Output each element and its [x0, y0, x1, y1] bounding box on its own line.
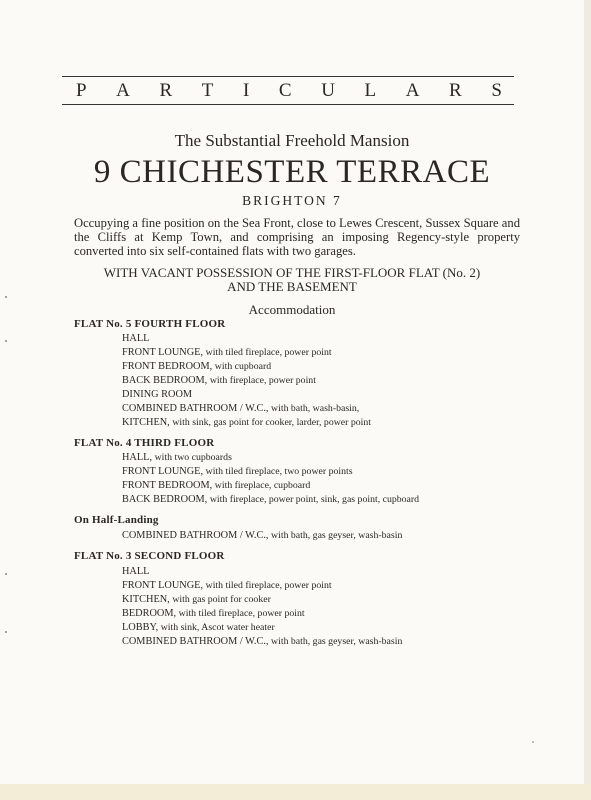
paper-speck	[532, 741, 534, 743]
room-name: BACK BEDROOM,	[122, 375, 208, 386]
room-detail: with gas point for cooker	[172, 594, 271, 605]
list-item	[122, 530, 402, 541]
room-detail: with tiled fireplace, power point	[178, 608, 305, 619]
list-item	[122, 389, 192, 400]
banner-letter: L	[364, 80, 377, 101]
room-detail: with sink, Ascot water heater	[160, 622, 275, 633]
list-item	[122, 622, 275, 633]
list-item	[122, 608, 305, 619]
list-item	[122, 417, 371, 428]
room-detail: with tiled fireplace, power point	[205, 347, 332, 358]
room-detail: with two cupboards	[154, 452, 232, 463]
room-detail: with fireplace, power point	[209, 375, 316, 386]
banner-letter: A	[405, 80, 420, 101]
list-item	[122, 466, 353, 477]
list-item	[122, 347, 332, 358]
possession-line: AND THE BASEMENT	[227, 279, 357, 294]
room-name: BACK BEDROOM,	[122, 494, 208, 505]
room-name: FRONT LOUNGE,	[122, 466, 204, 477]
banner-letter: P	[76, 80, 87, 101]
room-name: FRONT LOUNGE,	[122, 347, 204, 358]
room-name: COMBINED BATHROOM / W.C.,	[122, 636, 269, 647]
room-name: HALL	[122, 566, 150, 577]
banner-letter: R	[449, 80, 462, 101]
list-item	[122, 494, 419, 505]
list-item	[122, 452, 232, 463]
room-detail: with bath, gas geyser, wash-basin	[271, 636, 403, 647]
room-name: HALL	[122, 333, 150, 344]
room-name: KITCHEN,	[122, 417, 170, 428]
room-detail: with sink, gas point for cooker, larder, power point	[172, 417, 371, 428]
property-title: 9 CHICHESTER TERRACE	[93, 154, 491, 190]
room-detail: with tiled fireplace, two power points	[205, 466, 353, 477]
room-name: HALL,	[122, 452, 153, 463]
list-item	[122, 375, 316, 386]
room-name: FRONT BEDROOM,	[122, 480, 213, 491]
section-heading-flat-5: FLAT No. 5 FOURTH FLOOR	[74, 318, 226, 330]
property-subtitle: The Substantial Freehold Mansion	[174, 131, 410, 150]
banner-top-rule	[62, 76, 514, 77]
banner-letter: I	[242, 80, 250, 101]
room-detail: with tiled fireplace, power point	[205, 580, 332, 591]
room-name: LOBBY,	[122, 622, 159, 633]
room-detail: with bath, wash-basin,	[271, 403, 360, 414]
vacant-possession-notice	[0, 266, 584, 294]
list-item	[122, 594, 271, 605]
intro-paragraph: Occupying a fine position on the Sea Front, close to Lewes Crescent, Sussex Square and the Cliffs at Kemp Town, and comprising an imposing Regency-style property converted into six self-contained flats with two garages.	[74, 216, 520, 258]
banner-letter: S	[491, 80, 502, 101]
page-bottom-edge	[0, 784, 591, 800]
room-detail: with fireplace, cupboard	[214, 480, 311, 491]
banner-letter: T	[201, 80, 214, 101]
list-item	[122, 636, 402, 647]
list-item	[122, 580, 332, 591]
margin-mark	[5, 573, 7, 575]
list-item	[122, 566, 149, 577]
margin-mark	[5, 340, 7, 342]
section-heading-half-landing: On Half-Landing	[74, 514, 159, 526]
room-name: KITCHEN,	[122, 594, 170, 605]
room-name: COMBINED BATHROOM / W.C.,	[122, 530, 269, 541]
banner-bottom-rule	[62, 104, 514, 105]
list-item	[122, 480, 310, 491]
banner-letter: R	[159, 80, 173, 101]
room-name: COMBINED BATHROOM / W.C.,	[122, 403, 269, 414]
room-name: FRONT LOUNGE,	[122, 580, 204, 591]
room-detail: with fireplace, power point, sink, gas point, cupboard	[209, 494, 420, 505]
margin-mark	[5, 631, 7, 633]
particulars-banner	[62, 78, 514, 104]
room-detail: with cupboard	[214, 361, 272, 372]
room-name: FRONT BEDROOM,	[122, 361, 213, 372]
banner-letter: A	[116, 80, 130, 101]
accommodation-heading: Accommodation	[248, 302, 336, 317]
property-location: BRIGHTON 7	[242, 193, 342, 208]
banner-letter: U	[321, 80, 335, 101]
list-item	[122, 361, 271, 372]
margin-mark	[5, 296, 7, 298]
room-detail: with bath, gas geyser, wash-basin	[271, 530, 403, 541]
banner-letter: C	[278, 80, 292, 101]
section-heading-flat-3: FLAT No. 3 SECOND FLOOR	[74, 550, 225, 562]
section-heading-flat-4: FLAT No. 4 THIRD FLOOR	[74, 437, 215, 449]
list-item	[122, 333, 149, 344]
room-name: DINING ROOM	[122, 389, 193, 400]
list-item	[122, 403, 359, 414]
page-edge	[584, 0, 591, 800]
room-name: BEDROOM,	[122, 608, 177, 619]
possession-line: WITH VACANT POSSESSION OF THE FIRST-FLOOR FLAT (No. 2)	[103, 265, 481, 280]
